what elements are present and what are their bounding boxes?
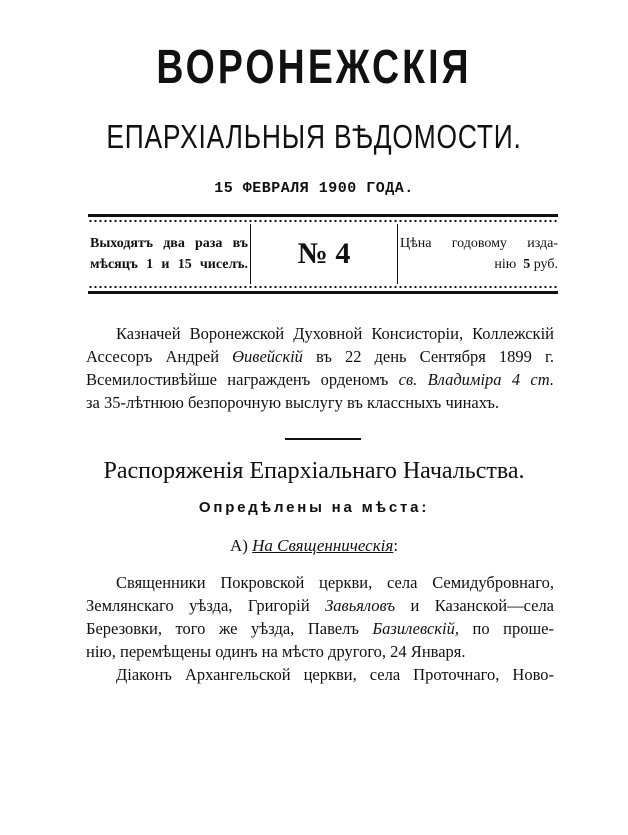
award-line-2 — [86, 345, 554, 368]
appointment-line-4: нію, перемѣщены одинъ на мѣсто другого, 24 Января. — [86, 642, 466, 661]
subsection-marker: А) — [229, 536, 248, 555]
appointment-line-3 — [86, 617, 554, 640]
award-line-3 — [86, 368, 554, 391]
ornamental-rule-bottom — [88, 285, 558, 294]
rule-dots — [88, 219, 558, 223]
appointment-line-5: Діаконъ Архангельской церкви, села Проточнаго, Ново- — [116, 665, 554, 684]
price-amount: 5 — [523, 257, 531, 272]
section-subtitle: Опредѣлены на мѣста: — [198, 499, 430, 516]
masthead-subtitle: ЕПАРХІАЛЬНЫЯ ВѢДОМОСТИ. — [106, 118, 522, 155]
award-text: Всемилостивѣйше награжденъ орденомъ — [86, 370, 399, 389]
appointment-text: Березовки, того же уѣзда, Павелъ — [86, 619, 373, 638]
section-title: Распоряженія Епархіальнаго Начальства. — [103, 458, 525, 484]
appointment-line-2 — [86, 594, 554, 617]
priest-name-2: Базилевскій, — [372, 619, 459, 638]
subsection-colon: : — [393, 536, 399, 555]
award-person-name: Өивейскій — [232, 347, 303, 366]
award-line-1: Казначей Воронежской Духовной Консисторіи, Коллежскій — [116, 324, 554, 343]
subsection-heading — [0, 534, 628, 558]
award-text: въ 22 день Сентября 1899 г. — [302, 347, 554, 366]
appointment-text: и Казанской—села — [395, 596, 555, 615]
subsection-label: На Священническія — [252, 536, 394, 555]
issue-number: № 4 — [297, 237, 351, 270]
price-line-1: Цѣна годовому изда- — [400, 236, 558, 251]
award-notice — [86, 322, 554, 414]
masthead-title: ВОРОНЕЖСКІЯ — [156, 41, 472, 94]
publication-frequency — [90, 226, 248, 291]
award-text: Ассесоръ Андрей — [86, 347, 233, 366]
subscription-price — [400, 226, 558, 291]
award-order-name: св. Владиміра 4 ст. — [398, 370, 554, 389]
rule-dots — [88, 285, 558, 289]
appointment-text: по проше- — [458, 619, 554, 638]
award-line-4: за 35-лѣтнюю безпорочную выслугу въ классныхъ чинахъ. — [86, 393, 500, 412]
frequency-line-2: мѣсяцъ 1 и 15 чиселъ. — [90, 257, 248, 272]
issue-date: 15 ФЕВРАЛЯ 1900 ГОДА. — [214, 180, 414, 197]
price-prefix: нію — [494, 257, 517, 272]
appointments-text — [86, 571, 554, 686]
section-divider — [285, 438, 361, 440]
appointment-text: Землянскаго уѣзда, Григорій — [86, 596, 326, 615]
rule-line — [88, 214, 558, 217]
price-line-2 — [400, 254, 558, 275]
ornamental-rule-top — [88, 214, 558, 223]
frequency-line-1: Выходятъ два раза въ — [90, 236, 248, 251]
price-unit: руб. — [533, 257, 558, 272]
appointment-line-1: Священники Покровской церкви, села Семидубровнаго, — [116, 573, 554, 592]
priest-name-1: Завьяловъ — [325, 596, 396, 615]
rule-line — [88, 291, 558, 294]
issue-number-box — [250, 224, 398, 284]
